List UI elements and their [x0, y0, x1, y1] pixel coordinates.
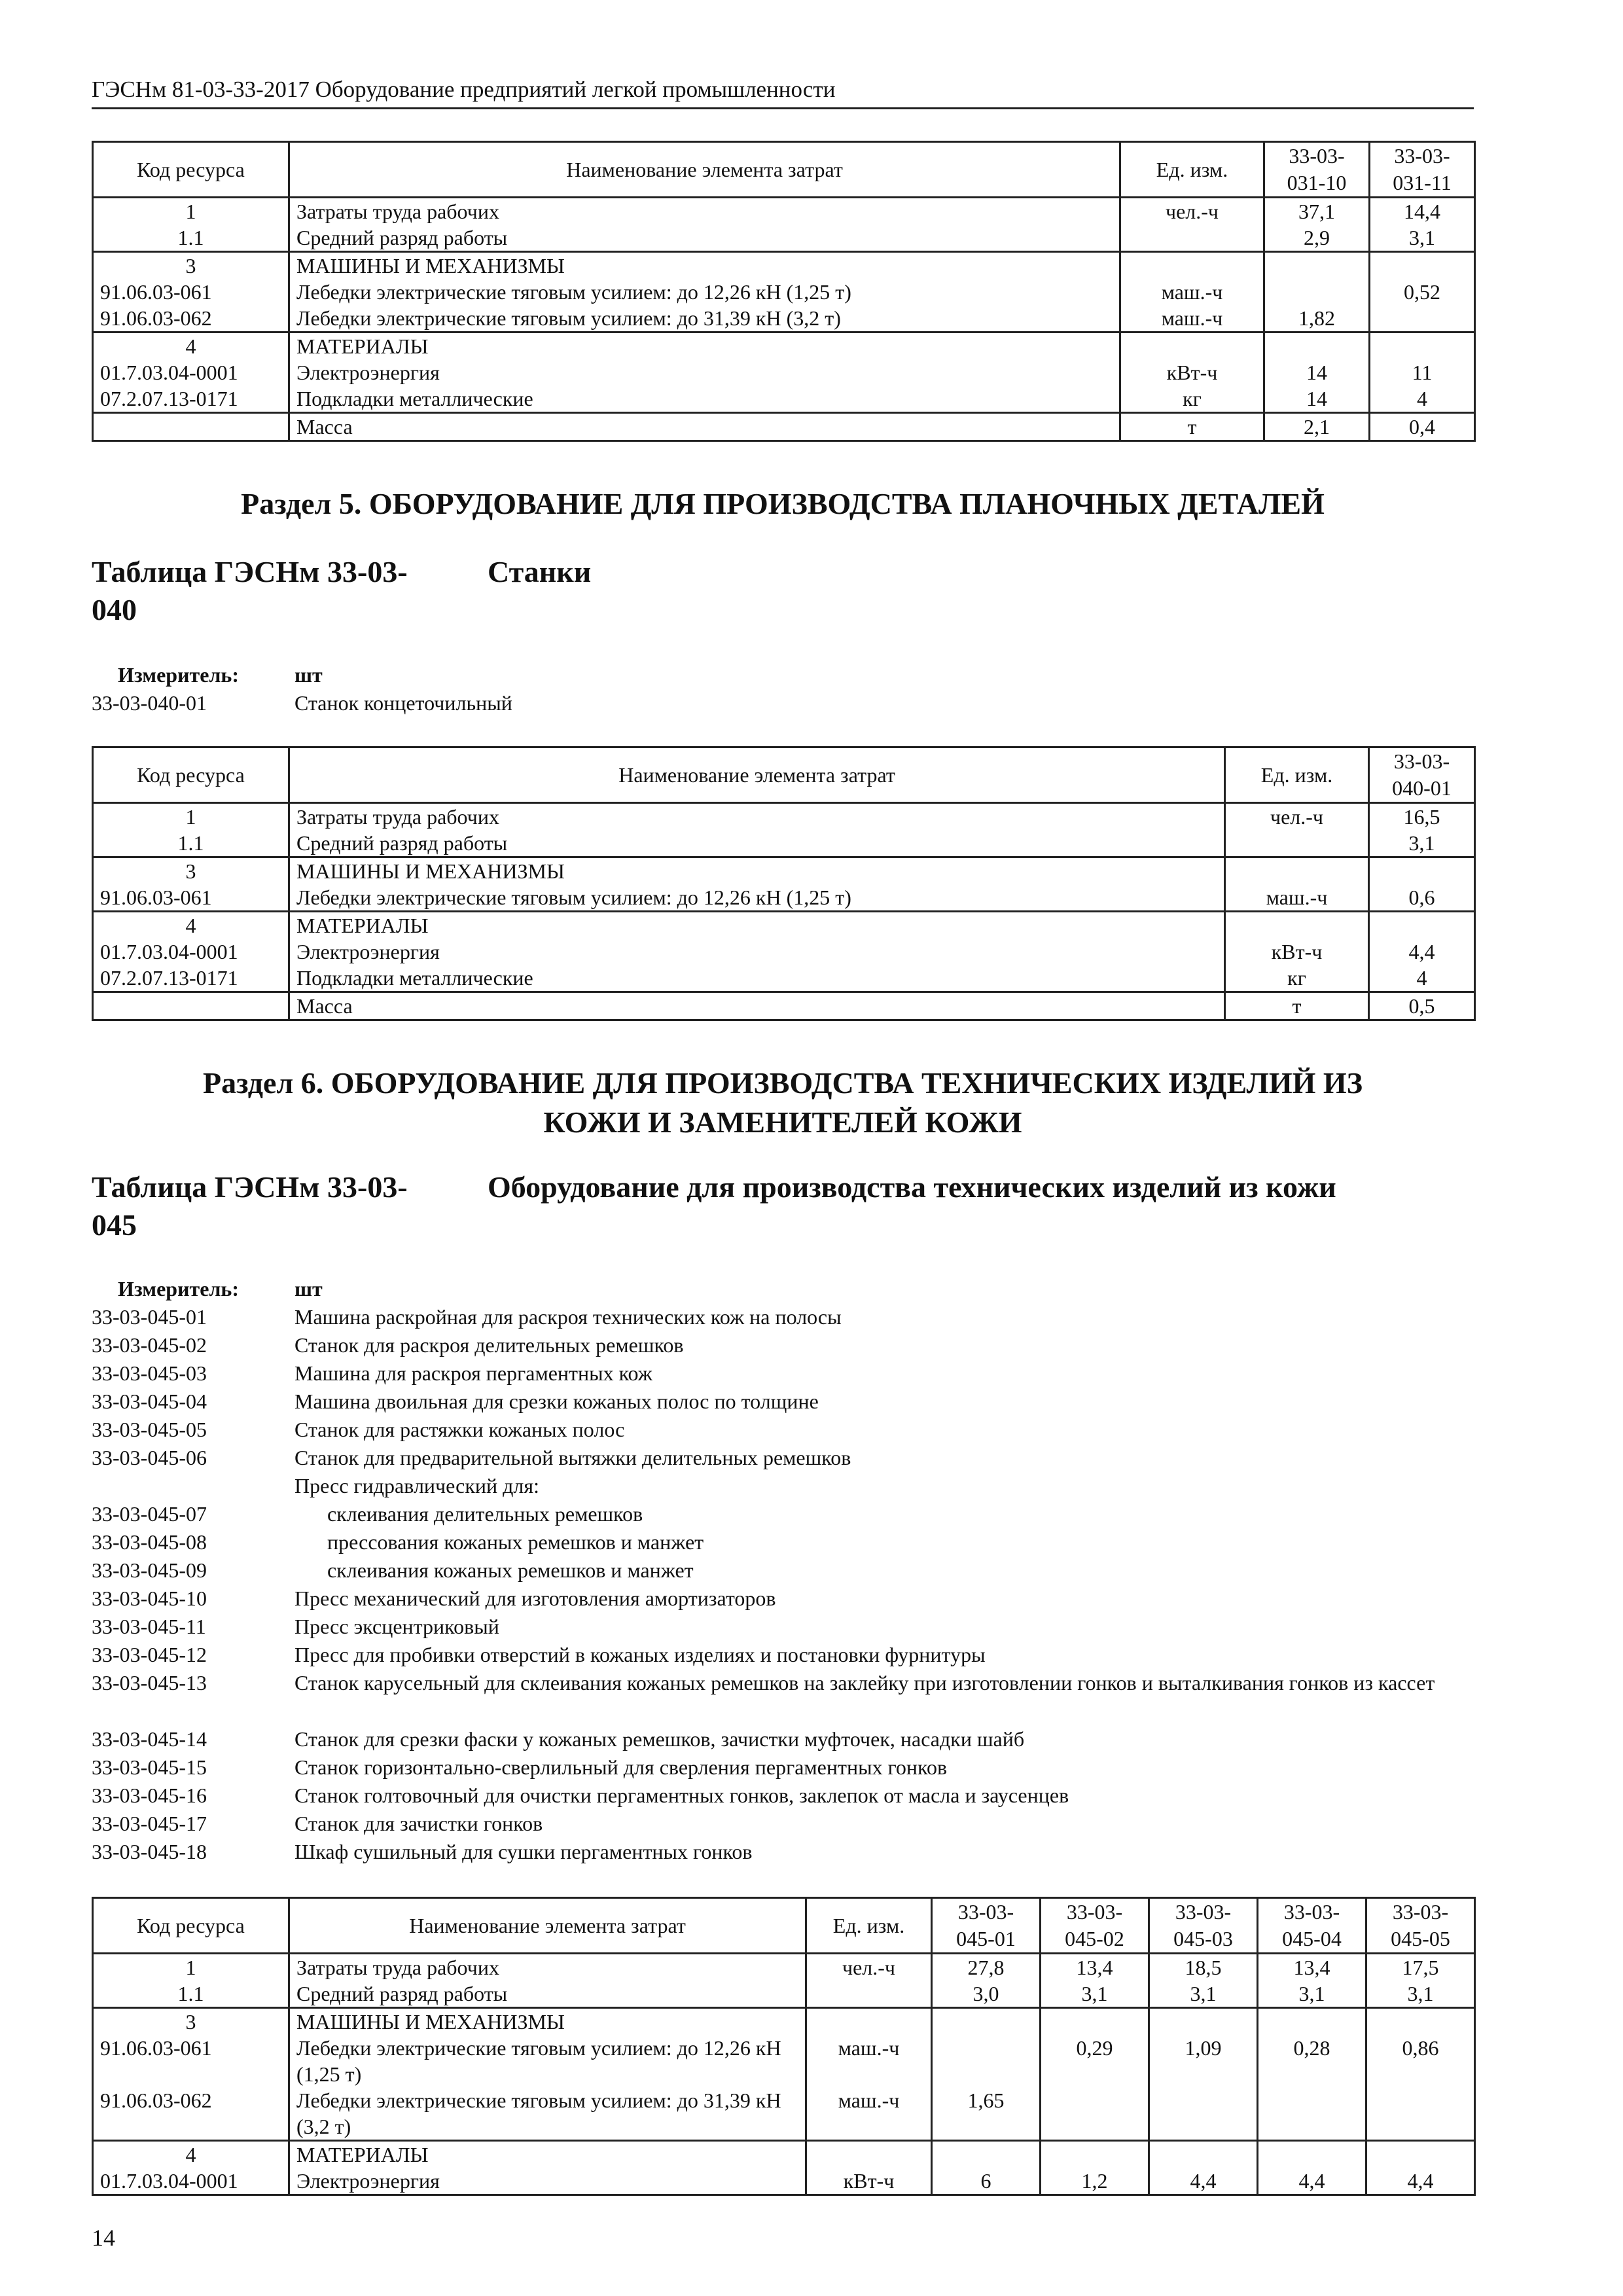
row-value — [1264, 279, 1370, 305]
section-6-title-line1: Раздел 6. ОБОРУДОВАНИЕ ДЛЯ ПРОИЗВОДСТВА ТЕХНИЧЕСКИХ ИЗДЕЛИЙ ИЗ — [203, 1066, 1363, 1100]
row-unit: т — [1225, 992, 1369, 1020]
row-value: 6 — [932, 2168, 1041, 2195]
row-value: 1,2 — [1041, 2168, 1149, 2195]
item-code: 33-03-045-11 — [92, 1615, 206, 1638]
row-value: 37,1 — [1264, 198, 1370, 225]
row-name: Масса — [289, 413, 1120, 441]
row-unit — [1120, 224, 1264, 252]
row-code: 3 — [93, 857, 289, 885]
row-unit: кВт-ч — [1225, 939, 1369, 965]
item-code: 33-03-045-09 — [92, 1558, 207, 1582]
row-value: 18,5 — [1149, 1954, 1258, 1981]
item-name: Пресс эксцентриковый — [294, 1615, 499, 1638]
item-name: Машина двоильная для срезки кожаных полос по толщине — [294, 1390, 819, 1413]
row-name: Лебедки электрические тяговым усилием: до 31,39 кН (3,2 т) — [289, 305, 1120, 332]
group-heading: МАТЕРИАЛЫ — [289, 912, 1225, 939]
item-code: 33-03-045-13 — [92, 1671, 207, 1695]
col-header-code: Код ресурса — [93, 747, 289, 803]
col-header-name: Наименование элемента затрат — [289, 1898, 806, 1954]
table-045-name: Оборудование для производства технических изделий из кожи — [488, 1170, 1336, 1204]
col-header-045-03: 33-03-045-03 — [1149, 1898, 1258, 1954]
table-040-label-line2: 040 — [92, 593, 137, 626]
item-code: 33-03-045-08 — [92, 1530, 207, 1554]
item-code: 33-03-045-16 — [92, 1784, 207, 1807]
row-value: 2,9 — [1264, 224, 1370, 252]
item-name: Пресс механический для изготовления амортизаторов — [294, 1587, 776, 1610]
row-code: 1 — [93, 1954, 289, 1981]
row-value — [1370, 305, 1475, 332]
row-code: 01.7.03.04-0001 — [93, 939, 289, 965]
row-code: 4 — [93, 912, 289, 939]
row-value: 3,1 — [1366, 1981, 1475, 2008]
row-name: Электроэнергия — [289, 359, 1120, 386]
row-name: Подкладки металлические — [289, 965, 1225, 992]
row-value: 13,4 — [1041, 1954, 1149, 1981]
item-name: Машина для раскроя пергаментных кож — [294, 1361, 652, 1385]
resource-table-045 — [92, 1897, 1476, 2196]
page-number: 14 — [92, 2225, 115, 2251]
row-value: 16,5 — [1369, 803, 1475, 831]
row-unit: т — [1120, 413, 1264, 441]
row-name: Масса — [289, 992, 1225, 1020]
row-code: 01.7.03.04-0001 — [93, 359, 289, 386]
col-header-045-01: 33-03-045-01 — [932, 1898, 1041, 1954]
row-value: 0,4 — [1370, 413, 1475, 441]
item-name: Станок карусельный для склеивания кожаных ремешков на заклейку при изготовлении гонков и выталкивания гонков из кассет — [294, 1671, 1435, 1695]
item-code: 33-03-045-05 — [92, 1418, 207, 1441]
row-code: 1 — [93, 198, 289, 225]
item-name: Пресс для пробивки отверстий в кожаных изделиях и постановки фурнитуры — [294, 1643, 986, 1666]
item-code: 33-03-045-04 — [92, 1390, 207, 1413]
item-code: 33-03-045-10 — [92, 1587, 207, 1610]
row-value: 17,5 — [1366, 1954, 1475, 1981]
item-name: прессования кожаных ремешков и манжет — [327, 1530, 704, 1554]
item-name: Шкаф сушильный для сушки пергаментных гонков — [294, 1840, 753, 1863]
row-value: 3,1 — [1041, 1981, 1149, 2008]
row-name: Подкладки металлические — [289, 386, 1120, 413]
row-code — [93, 413, 289, 441]
item-name: Станок голтовочный для очистки пергаментных гонков, заклепок от масла и заусенцев — [294, 1784, 1069, 1807]
row-value: 14 — [1264, 359, 1370, 386]
row-value: 4 — [1369, 965, 1475, 992]
row-code: 1 — [93, 803, 289, 831]
row-code: 91.06.03-062 — [93, 305, 289, 332]
meter-label: Измеритель: — [118, 1277, 239, 1300]
row-name: Затраты труда рабочих — [289, 198, 1120, 225]
col-header-unit: Ед. изм. — [806, 1898, 932, 1954]
group-heading: МАШИНЫ И МЕХАНИЗМЫ — [289, 857, 1225, 885]
table-045-label — [92, 1168, 484, 1244]
row-value: 0,29 — [1041, 2035, 1149, 2087]
row-value: 3,1 — [1258, 1981, 1366, 2008]
group-heading: МАШИНЫ И МЕХАНИЗМЫ — [289, 252, 1120, 279]
row-value: 14,4 — [1370, 198, 1475, 225]
row-value: 1,65 — [932, 2087, 1041, 2141]
group-heading: МАШИНЫ И МЕХАНИЗМЫ — [289, 2008, 806, 2036]
row-value: 0,86 — [1366, 2035, 1475, 2087]
row-unit: маш.-ч — [1120, 305, 1264, 332]
row-value: 4,4 — [1366, 2168, 1475, 2195]
row-value: 27,8 — [932, 1954, 1041, 1981]
item-code: 33-03-045-14 — [92, 1727, 207, 1751]
col-header-045-02: 33-03-045-02 — [1041, 1898, 1149, 1954]
row-name: Затраты труда рабочих — [289, 1954, 806, 1981]
item-name: Станок для зачистки гонков — [294, 1812, 543, 1835]
row-value: 3,1 — [1370, 224, 1475, 252]
row-code: 91.06.03-062 — [93, 2087, 289, 2141]
col-header-unit: Ед. изм. — [1120, 142, 1264, 198]
item-name: Станок для срезки фаски у кожаных ремешков, зачистки муфточек, насадки шайб — [294, 1727, 1025, 1751]
row-code: 4 — [93, 2141, 289, 2168]
item-code: 33-03-045-15 — [92, 1755, 207, 1779]
row-code: 3 — [93, 252, 289, 279]
row-code: 07.2.07.13-0171 — [93, 965, 289, 992]
row-code: 91.06.03-061 — [93, 279, 289, 305]
resource-table-040 — [92, 746, 1476, 1021]
row-unit: маш.-ч — [806, 2035, 932, 2087]
row-value: 1,09 — [1149, 2035, 1258, 2087]
row-value: 4,4 — [1258, 2168, 1366, 2195]
table-040-label-line1: Таблица ГЭСНм 33-03- — [92, 555, 408, 588]
table-045-label-line1: Таблица ГЭСНм 33-03- — [92, 1170, 408, 1204]
row-unit: кг — [1225, 965, 1369, 992]
item-name: Станок горизонтально-сверлильный для сверления пергаментных гонков — [294, 1755, 948, 1779]
row-value: 13,4 — [1258, 1954, 1366, 1981]
item-name: Станок концеточильный — [294, 691, 512, 715]
row-name: Средний разряд работы — [289, 830, 1225, 857]
row-name: Лебедки электрические тяговым усилием: до 12,26 кН (1,25 т) — [289, 2035, 806, 2087]
row-unit: чел.-ч — [806, 1954, 932, 1981]
row-code: 07.2.07.13-0171 — [93, 386, 289, 413]
row-unit: кВт-ч — [806, 2168, 932, 2195]
row-unit: кг — [1120, 386, 1264, 413]
row-value: 11 — [1370, 359, 1475, 386]
section-6-title — [92, 1064, 1474, 1142]
row-unit: кВт-ч — [1120, 359, 1264, 386]
row-value: 14 — [1264, 386, 1370, 413]
row-name: Электроэнергия — [289, 2168, 806, 2195]
item-code: 33-03-045-07 — [92, 1502, 207, 1526]
meter-value: шт — [294, 663, 323, 687]
item-code: 33-03-045-02 — [92, 1333, 207, 1357]
table-040-meter — [92, 661, 1474, 720]
row-value: 0,52 — [1370, 279, 1475, 305]
item-code: 33-03-045-03 — [92, 1361, 207, 1385]
table-045-meter — [92, 1275, 1474, 1877]
row-name: Средний разряд работы — [289, 1981, 806, 2008]
item-name: Машина раскройная для раскроя технических кож на полосы — [294, 1305, 842, 1329]
item-name: Станок для растяжки кожаных полос — [294, 1418, 625, 1441]
item-group-name: Пресс гидравлический для: — [294, 1474, 539, 1498]
group-heading: МАТЕРИАЛЫ — [289, 2141, 806, 2168]
row-name: Лебедки электрические тяговым усилием: до 12,26 кН (1,25 т) — [289, 884, 1225, 912]
meter-value: шт — [294, 1277, 323, 1300]
row-unit: чел.-ч — [1120, 198, 1264, 225]
row-unit: маш.-ч — [1225, 884, 1369, 912]
row-value: 1,82 — [1264, 305, 1370, 332]
col-header-code: Код ресурса — [93, 1898, 289, 1954]
item-code: 33-03-045-17 — [92, 1812, 207, 1835]
row-value — [932, 2035, 1041, 2087]
group-heading: МАТЕРИАЛЫ — [289, 332, 1120, 360]
section-5-title: Раздел 5. ОБОРУДОВАНИЕ ДЛЯ ПРОИЗВОДСТВА ПЛАНОЧНЫХ ДЕТАЛЕЙ — [241, 487, 1325, 520]
row-code: 3 — [93, 2008, 289, 2036]
table-045-label-line2: 045 — [92, 1208, 137, 1242]
row-code: 91.06.03-061 — [93, 2035, 289, 2087]
row-code: 1.1 — [93, 830, 289, 857]
resource-table-031 — [92, 141, 1476, 442]
col-header-name: Наименование элемента затрат — [289, 747, 1225, 803]
row-code: 1.1 — [93, 224, 289, 252]
col-header-040-01: 33-03-040-01 — [1369, 747, 1475, 803]
row-value: 4,4 — [1149, 2168, 1258, 2195]
col-header-045-04: 33-03-045-04 — [1258, 1898, 1366, 1954]
meter-label: Измеритель: — [118, 663, 239, 687]
row-value: 0,6 — [1369, 884, 1475, 912]
item-code: 33-03-045-18 — [92, 1840, 207, 1863]
col-header-031-11: 33-03-031-11 — [1370, 142, 1475, 198]
row-code: 4 — [93, 332, 289, 360]
running-header: ГЭСНм 81-03-33-2017 Оборудование предприятий легкой промышленности — [92, 73, 1474, 109]
row-value: 4 — [1370, 386, 1475, 413]
row-unit: маш.-ч — [1120, 279, 1264, 305]
item-code: 33-03-045-06 — [92, 1446, 207, 1469]
item-name: склеивания делительных ремешков — [327, 1502, 643, 1526]
table-040-name: Станки — [488, 555, 592, 588]
col-header-name: Наименование элемента затрат — [289, 142, 1120, 198]
table-040-label — [92, 553, 484, 629]
item-code: 33-03-045-12 — [92, 1643, 207, 1666]
row-unit: чел.-ч — [1225, 803, 1369, 831]
item-name: Станок для предварительной вытяжки делительных ремешков — [294, 1446, 851, 1469]
row-name: Лебедки электрические тяговым усилием: до 31,39 кН (3,2 т) — [289, 2087, 806, 2141]
item-name: склеивания кожаных ремешков и манжет — [327, 1558, 694, 1582]
item-name: Станок для раскроя делительных ремешков — [294, 1333, 684, 1357]
item-code: 33-03-045-01 — [92, 1305, 207, 1329]
row-value: 3,1 — [1149, 1981, 1258, 2008]
col-header-045-05: 33-03-045-05 — [1366, 1898, 1475, 1954]
row-value: 4,4 — [1369, 939, 1475, 965]
row-value: 2,1 — [1264, 413, 1370, 441]
row-unit: маш.-ч — [806, 2087, 932, 2141]
col-header-code: Код ресурса — [93, 142, 289, 198]
row-code: 01.7.03.04-0001 — [93, 2168, 289, 2195]
item-code: 33-03-040-01 — [92, 691, 207, 715]
row-value: 0,28 — [1258, 2035, 1366, 2087]
row-name: Затраты труда рабочих — [289, 803, 1225, 831]
row-code: 91.06.03-061 — [93, 884, 289, 912]
col-header-unit: Ед. изм. — [1225, 747, 1369, 803]
row-name: Средний разряд работы — [289, 224, 1120, 252]
col-header-031-10: 33-03-031-10 — [1264, 142, 1370, 198]
row-name: Электроэнергия — [289, 939, 1225, 965]
row-value: 3,1 — [1369, 830, 1475, 857]
row-value: 0,5 — [1369, 992, 1475, 1020]
row-code: 1.1 — [93, 1981, 289, 2008]
row-name: Лебедки электрические тяговым усилием: до 12,26 кН (1,25 т) — [289, 279, 1120, 305]
section-6-title-line2: КОЖИ И ЗАМЕНИТЕЛЕЙ КОЖИ — [543, 1105, 1022, 1139]
row-value: 3,0 — [932, 1981, 1041, 2008]
row-code — [93, 992, 289, 1020]
